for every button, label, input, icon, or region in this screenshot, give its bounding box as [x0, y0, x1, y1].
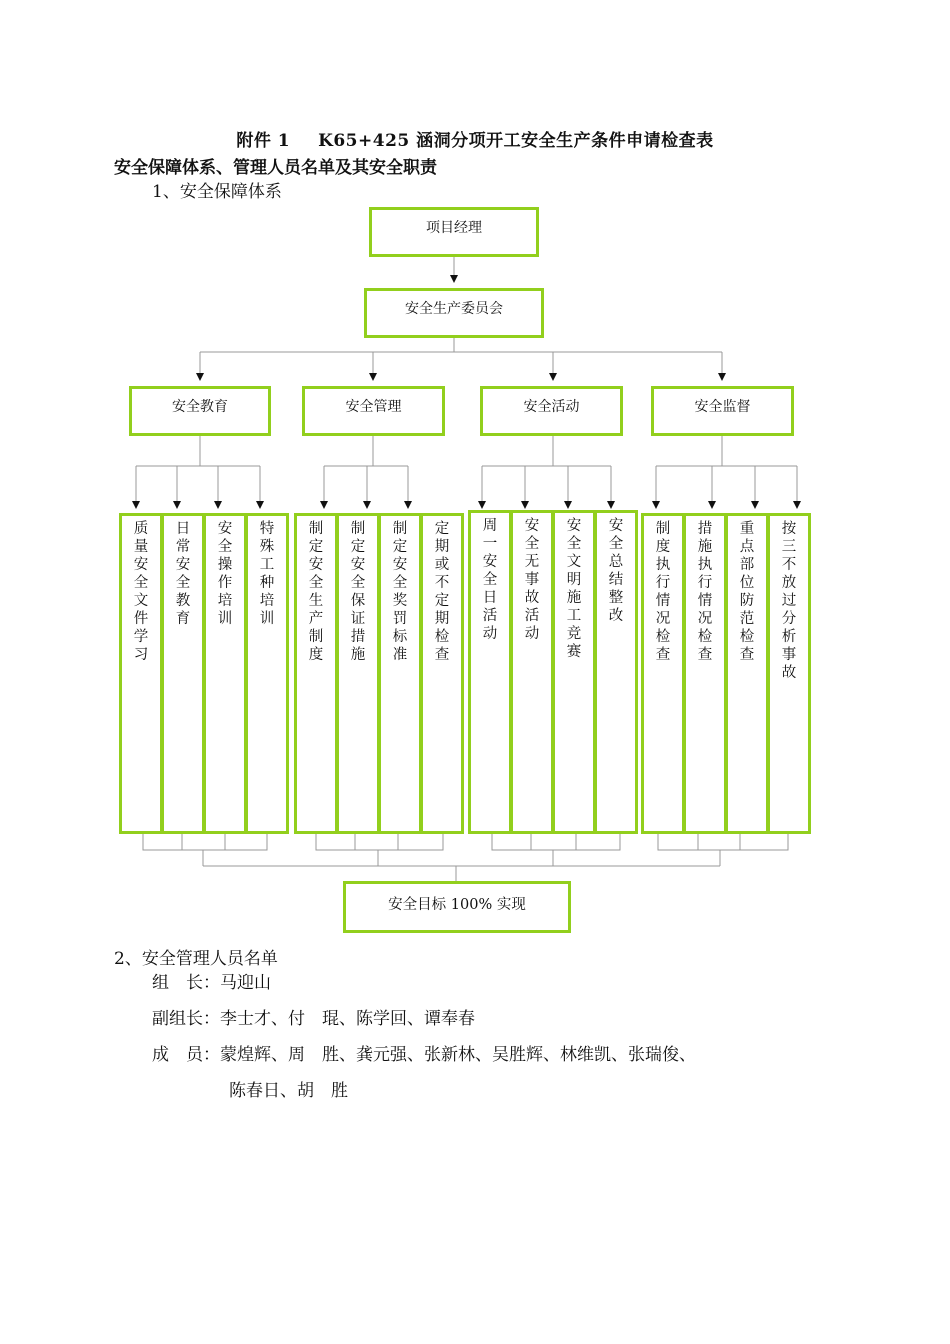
item-special-trade-training: 特殊工种培训	[245, 513, 289, 834]
attachment-label: 附件 1	[236, 131, 291, 151]
category-safety-activities: 安全活动	[480, 386, 623, 436]
item-daily-safety-education: 日常安全教育	[161, 513, 205, 834]
item-civilized-construction-contest: 安全文明施工竞赛	[552, 510, 596, 834]
category-safety-supervision: 安全监督	[651, 386, 794, 436]
item-three-no-release-analysis: 按三不放过分析事故	[767, 513, 811, 834]
members-names-line2: 陈春日、胡 胜	[229, 1081, 348, 1101]
section1-heading: 1、安全保障体系	[152, 182, 282, 202]
item-safety-summary-rectification: 安全总结整改	[594, 510, 638, 834]
item-system-execution-inspection: 制度执行情况检查	[641, 513, 685, 834]
item-periodic-inspections: 定期或不定期检查	[420, 513, 464, 834]
item-safety-production-system: 制定安全生产制度	[294, 513, 338, 834]
deputy-label: 副组长：	[152, 1009, 220, 1029]
category-safety-management: 安全管理	[302, 386, 445, 436]
item-no-accident-campaign: 安全无事故活动	[510, 510, 554, 834]
members-names-line1: 蒙煌辉、周 胜、龚元强、张新林、吴胜辉、林维凯、张瑞俊、	[220, 1045, 696, 1065]
leader-name: 马迎山	[220, 973, 271, 993]
members-row	[152, 1040, 696, 1065]
item-measure-execution-inspection: 措施执行情况检查	[683, 513, 727, 834]
document-subtitle: 安全保障体系、管理人员名单及其安全职责	[114, 158, 437, 178]
category-safety-education: 安全教育	[129, 386, 271, 436]
item-monday-safety-day: 周一安全日活动	[468, 510, 512, 834]
deputy-names: 李士才、付 琨、陈学回、谭奉春	[220, 1009, 475, 1029]
leader-row	[152, 968, 271, 993]
safety-committee-box: 安全生产委员会	[364, 288, 544, 338]
project-manager-box: 项目经理	[369, 207, 539, 257]
item-safety-operation-training: 安全操作培训	[203, 513, 247, 834]
item-safety-assurance-measures: 制定安全保证措施	[336, 513, 380, 834]
item-quality-safety-document-study: 质量安全文件学习	[119, 513, 163, 834]
form-title: K65+425 涵洞分项开工安全生产条件申请检查表	[318, 131, 714, 151]
deputy-row	[152, 1004, 475, 1029]
item-reward-penalty-standards: 制定安全奖罚标准	[378, 513, 422, 834]
safety-goal-box: 安全目标 100% 实现	[343, 881, 571, 933]
section2-heading: 2、安全管理人员名单	[114, 949, 278, 969]
leader-label: 组 长：	[152, 973, 220, 993]
members-label: 成 员：	[152, 1045, 220, 1065]
item-key-area-prevention-inspection: 重点部位防范检查	[725, 513, 769, 834]
